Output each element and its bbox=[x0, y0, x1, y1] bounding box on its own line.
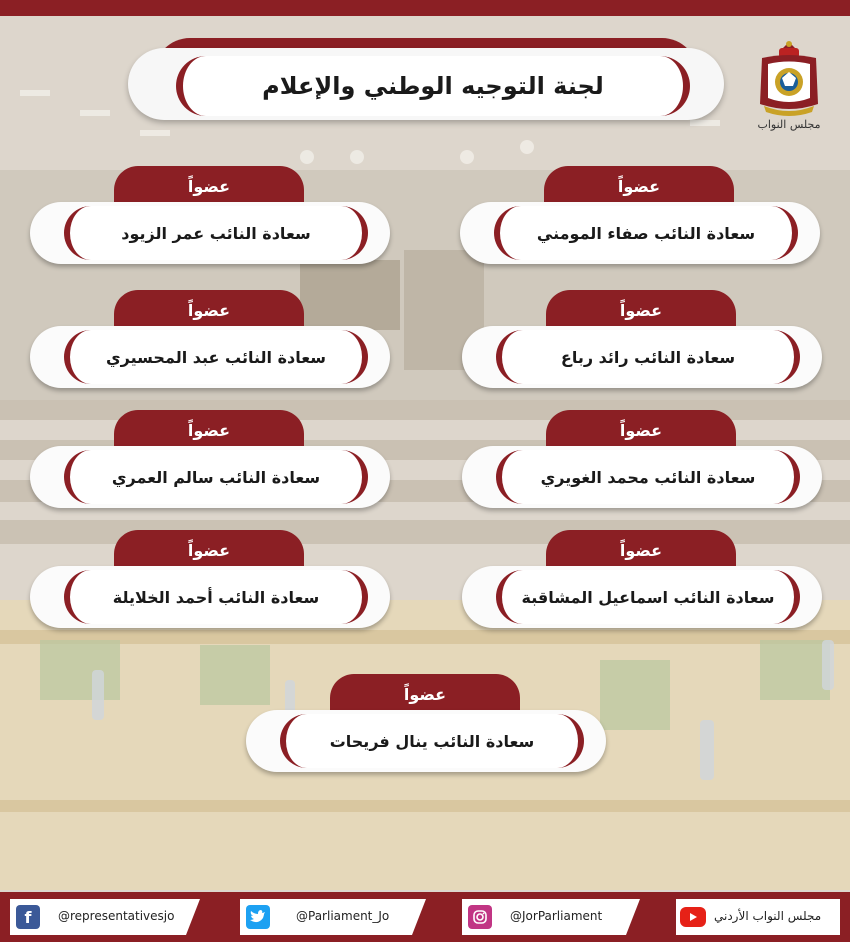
member-name: سعادة النائب سالم العمري bbox=[111, 467, 321, 487]
twitter-handle: @Parliament_Jo bbox=[296, 909, 390, 923]
member-card bbox=[462, 290, 822, 396]
member-name-frame bbox=[64, 206, 368, 260]
facebook-handle: @representativesjo bbox=[58, 909, 175, 923]
instagram-handle: @JorParliament bbox=[510, 909, 603, 923]
member-name-frame bbox=[64, 570, 368, 624]
member-role: عضواً bbox=[619, 421, 663, 440]
member-role: عضواً bbox=[619, 541, 663, 560]
top-bar bbox=[0, 0, 850, 16]
instagram-icon bbox=[468, 905, 492, 929]
member-role: عضواً bbox=[403, 685, 447, 704]
twitter-icon bbox=[246, 905, 270, 929]
member-name-frame bbox=[64, 330, 368, 384]
member-card bbox=[246, 674, 606, 780]
coat-of-arms-icon bbox=[752, 38, 826, 118]
title-inner bbox=[176, 56, 690, 116]
youtube-icon bbox=[680, 907, 706, 927]
member-name-pill bbox=[462, 446, 822, 508]
member-name-frame bbox=[496, 570, 800, 624]
member-card bbox=[30, 410, 390, 516]
member-role: عضواً bbox=[619, 301, 663, 320]
twitter-bird-glyph bbox=[250, 910, 266, 924]
member-card bbox=[462, 410, 822, 516]
member-name-frame bbox=[280, 714, 584, 768]
member-name: سعادة النائب أحمد الخلايلة bbox=[112, 587, 320, 607]
member-card bbox=[460, 166, 820, 272]
page-title: لجنة التوجيه الوطني والإعلام bbox=[262, 72, 604, 100]
member-name: سعادة النائب اسماعيل المشاقبة bbox=[521, 587, 775, 607]
member-role: عضواً bbox=[617, 177, 661, 196]
member-name-frame bbox=[494, 206, 798, 260]
twitter-link[interactable] bbox=[240, 899, 426, 935]
member-name: سعادة النائب محمد الغويري bbox=[540, 467, 756, 487]
member-name-pill bbox=[462, 566, 822, 628]
member-role: عضواً bbox=[187, 541, 231, 560]
member-name: سعادة النائب عبد المحسيري bbox=[106, 347, 326, 367]
member-name-pill bbox=[460, 202, 820, 264]
title-banner-front bbox=[128, 48, 724, 120]
member-name-frame bbox=[64, 450, 368, 504]
member-name-pill bbox=[30, 446, 390, 508]
member-card bbox=[30, 290, 390, 396]
member-name-pill bbox=[462, 326, 822, 388]
member-name: سعادة النائب رائد رباع bbox=[560, 347, 736, 367]
member-name-pill bbox=[30, 566, 390, 628]
member-name-pill bbox=[30, 326, 390, 388]
committee-title-banner bbox=[128, 36, 724, 126]
parliament-logo bbox=[752, 38, 826, 142]
instagram-link[interactable] bbox=[462, 899, 640, 935]
member-name-frame bbox=[496, 450, 800, 504]
member-card bbox=[462, 530, 822, 636]
facebook-icon: f bbox=[16, 905, 40, 929]
youtube-link[interactable] bbox=[676, 899, 840, 935]
member-name: سعادة النائب ينال فريحات bbox=[329, 731, 535, 751]
member-card bbox=[30, 166, 390, 272]
member-role: عضواً bbox=[187, 421, 231, 440]
member-role: عضواً bbox=[187, 177, 231, 196]
member-name-pill bbox=[246, 710, 606, 772]
member-name: سعادة النائب عمر الزيود bbox=[121, 223, 311, 243]
youtube-channel: مجلس النواب الأردني bbox=[714, 909, 822, 923]
member-role: عضواً bbox=[187, 301, 231, 320]
instagram-camera-glyph bbox=[472, 909, 488, 925]
logo-text: مجلس النواب bbox=[757, 118, 821, 131]
member-name-frame bbox=[496, 330, 800, 384]
youtube-play-glyph bbox=[688, 912, 698, 922]
member-card bbox=[30, 530, 390, 636]
member-name: سعادة النائب صفاء المومني bbox=[536, 223, 756, 243]
member-name-pill bbox=[30, 202, 390, 264]
facebook-link[interactable] bbox=[10, 899, 200, 935]
